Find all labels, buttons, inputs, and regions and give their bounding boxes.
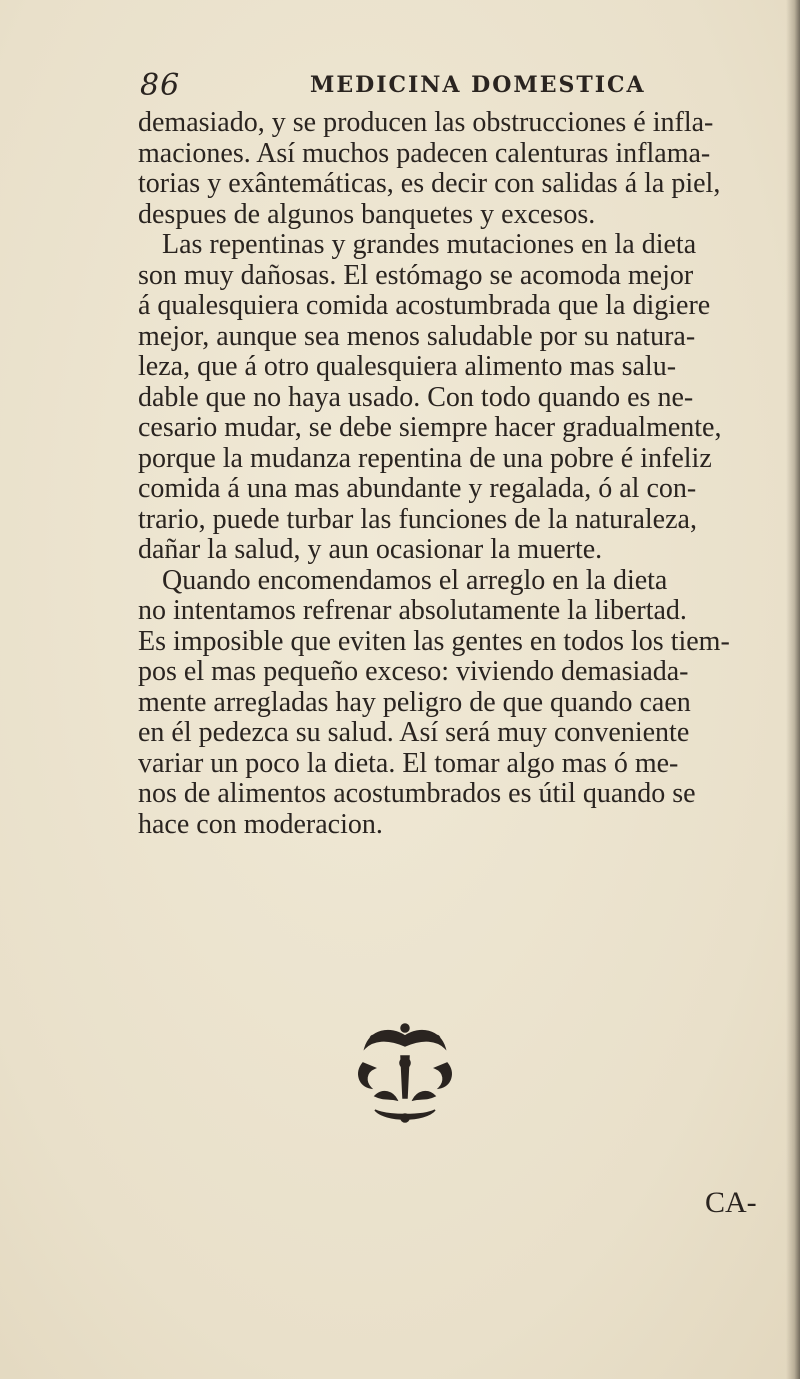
text-line: pos el mas pequeño exceso: viviendo demasiada- [138,656,689,687]
text-line: despues de algunos banquetes y excesos. [138,198,596,230]
page-number: 86 [140,68,181,103]
text-line: trario, puede turbar las funciones de la naturaleza, [138,503,697,535]
text-line: mente arregladas hay peligro de que quando caen [138,686,691,718]
text-line: variar un poco la dieta. El tomar algo mas ó me- [138,747,679,779]
text-line: demasiado, y se producen las obstrucciones é infla- [138,107,714,138]
text-line: nos de alimentos acostumbrados es útil quando se [138,778,696,809]
text-line: comida á una mas abundante y regalada, ó al con- [138,473,697,504]
text-line: torias y exântemáticas, es decir con salidas á la piel, [138,168,721,199]
printer-ornament-icon [345,1018,465,1128]
text-line: son muy dañosas. El estómago se acomoda mejor [138,259,694,291]
text-line: Las repentinas y grandes mutaciones en la dieta [162,229,697,260]
text-line: á qualesquiera comida acostumbrada que la digiere [138,290,711,321]
text-line: Quando encomendamos el arreglo en la dieta [162,564,668,596]
text-line: porque la mudanza repentina de una pobre é infeliz [138,442,712,474]
running-head [140,68,660,108]
running-title: MEDICINA DOMESTICA [310,72,646,98]
text-line: dable que no haya usado. Con todo quando es ne- [138,381,694,413]
text-line: cesario mudar, se debe siempre hacer gradualmente, [138,412,722,443]
text-line: dañar la salud, y aun ocasionar la muerte. [138,534,603,565]
text-line: leza, que á otro qualesquiera alimento mas salu- [138,351,677,382]
text-line: mejor, aunque sea menos saludable por su natura- [138,320,696,352]
text-line: hace con moderacion. [138,808,383,840]
text-line: no intentamos refrenar absolutamente la libertad. [138,595,687,626]
text-line: maciones. Así muchos padecen calenturas inflama- [138,137,711,169]
page-edge-shadow [786,0,800,1379]
text-line: Es imposible que eviten las gentes en todos los tiem- [138,625,730,657]
catchword: CA- [705,1186,757,1219]
body-text [138,108,788,840]
text-line: en él pedezca su salud. Así será muy conveniente [138,717,690,748]
